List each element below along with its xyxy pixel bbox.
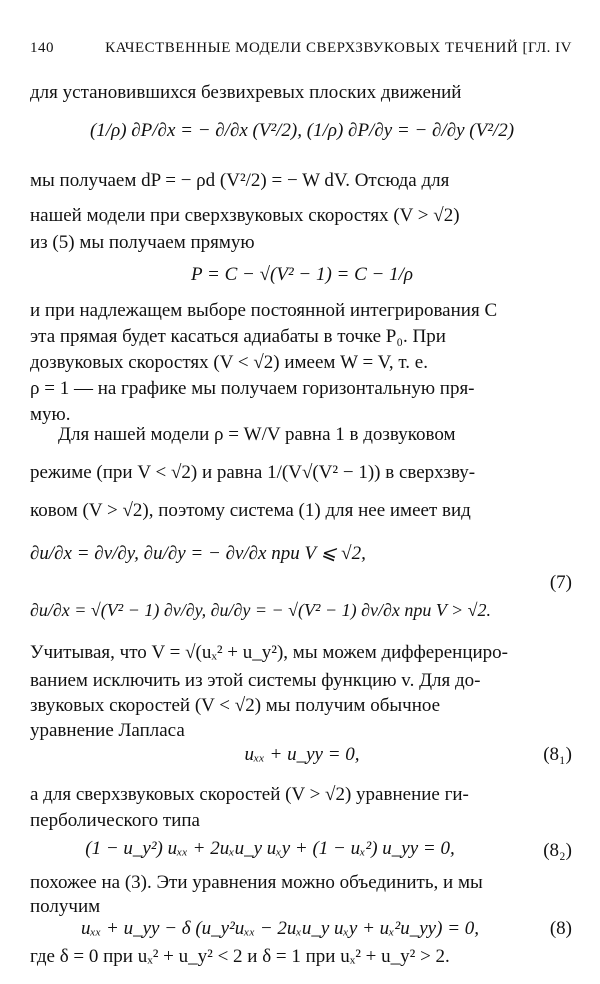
text-line-8: ρ = 1 — на графике мы получаем горизонтальную пря- (30, 378, 475, 399)
running-title: КАЧЕСТВЕННЫЕ МОДЕЛИ СВЕРХЗВУКОВЫХ ТЕЧЕНИЙ [ГЛ. IV (105, 40, 572, 56)
equation-laplace: uₓₓ + u_yy = 0, (244, 744, 360, 765)
text-line-15: звуковых скоростей (V < √2) мы получим обычное (30, 695, 441, 716)
text-line-9: мую. (30, 404, 71, 425)
text-line-19: похожее на (3). Эти уравнения можно объединить, и мы (30, 872, 483, 893)
text-line-11: режиме (при V < √2) и равна 1/(V√(V² − 1)) в сверхзву- (30, 462, 476, 483)
text-line-17: а для сверхзвуковых скоростей (V > √2) уравнение ги- (30, 784, 469, 805)
equation-euler: (1/ρ) ∂P/∂x = − ∂/∂x (V²/2), (1/ρ) ∂P/∂y = − ∂/∂y (V²/2) (89, 120, 515, 141)
equation-supersonic-system: ∂u/∂x = √(V² − 1) ∂v/∂y, ∂u/∂y = − √(V² − 1) ∂v/∂x при V > √2. (30, 600, 492, 620)
text-line-2: мы получаем dP = − ρd (V²/2) = − W dV. Отсюда для (30, 170, 450, 191)
equation-number-8-1: (8₁) (543, 744, 572, 765)
equation-number-8-2: (8₂) (543, 840, 572, 861)
text-line-18: перболического типа (30, 810, 200, 831)
text-line-3: нашей модели при сверхзвуковых скоростях (V > √2) (30, 205, 460, 226)
text-line-4: из (5) мы получаем прямую (30, 232, 255, 253)
text-line-6: эта прямая будет касаться адиабаты в точке P₀. При (30, 326, 446, 347)
text-line-14: ванием исключить из этой системы функцию v. Для до- (30, 670, 481, 691)
text-line-16: уравнение Лапласа (30, 720, 185, 741)
text-line-13: Учитывая, что V = √(uₓ² + u_y²), мы можем дифференциро- (30, 642, 509, 663)
text-line-21: где δ = 0 при uₓ² + u_y² < 2 и δ = 1 при uₓ² + u_y² > 2. (30, 946, 450, 967)
text-line-12: ковом (V > √2), поэтому система (1) для нее имеет вид (30, 500, 471, 521)
text-line-7: дозвуковых скоростях (V < √2) имеем W = V, т. е. (30, 352, 428, 373)
text-line-1: для установившихся безвихревых плоских движений (30, 82, 462, 103)
equation-line-p: P = C − √(V² − 1) = C − 1/ρ (191, 264, 413, 285)
equation-combined: uₓₓ + u_yy − δ (u_y²uₓₓ − 2uₓu_y uₓy + uₓ²u_yy) = 0, (80, 918, 480, 939)
equation-number-8: (8) (549, 918, 572, 939)
text-line-10: Для нашей модели ρ = W/V равна 1 в дозвуковом (58, 424, 456, 445)
equation-hyperbolic: (1 − u_y²) uₓₓ + 2uₓu_y uₓy + (1 − uₓ²) u_yy = 0, (85, 838, 455, 859)
equation-number-7: (7) (549, 572, 572, 593)
text-line-5: и при надлежащем выборе постоянной интегрирования C (30, 300, 498, 321)
equation-subsonic-system: ∂u/∂x = ∂v/∂y, ∂u/∂y = − ∂v/∂x при V ⩽ √2, (30, 543, 366, 564)
text-line-20: получим (30, 896, 101, 917)
page-number: 140 (30, 40, 54, 56)
